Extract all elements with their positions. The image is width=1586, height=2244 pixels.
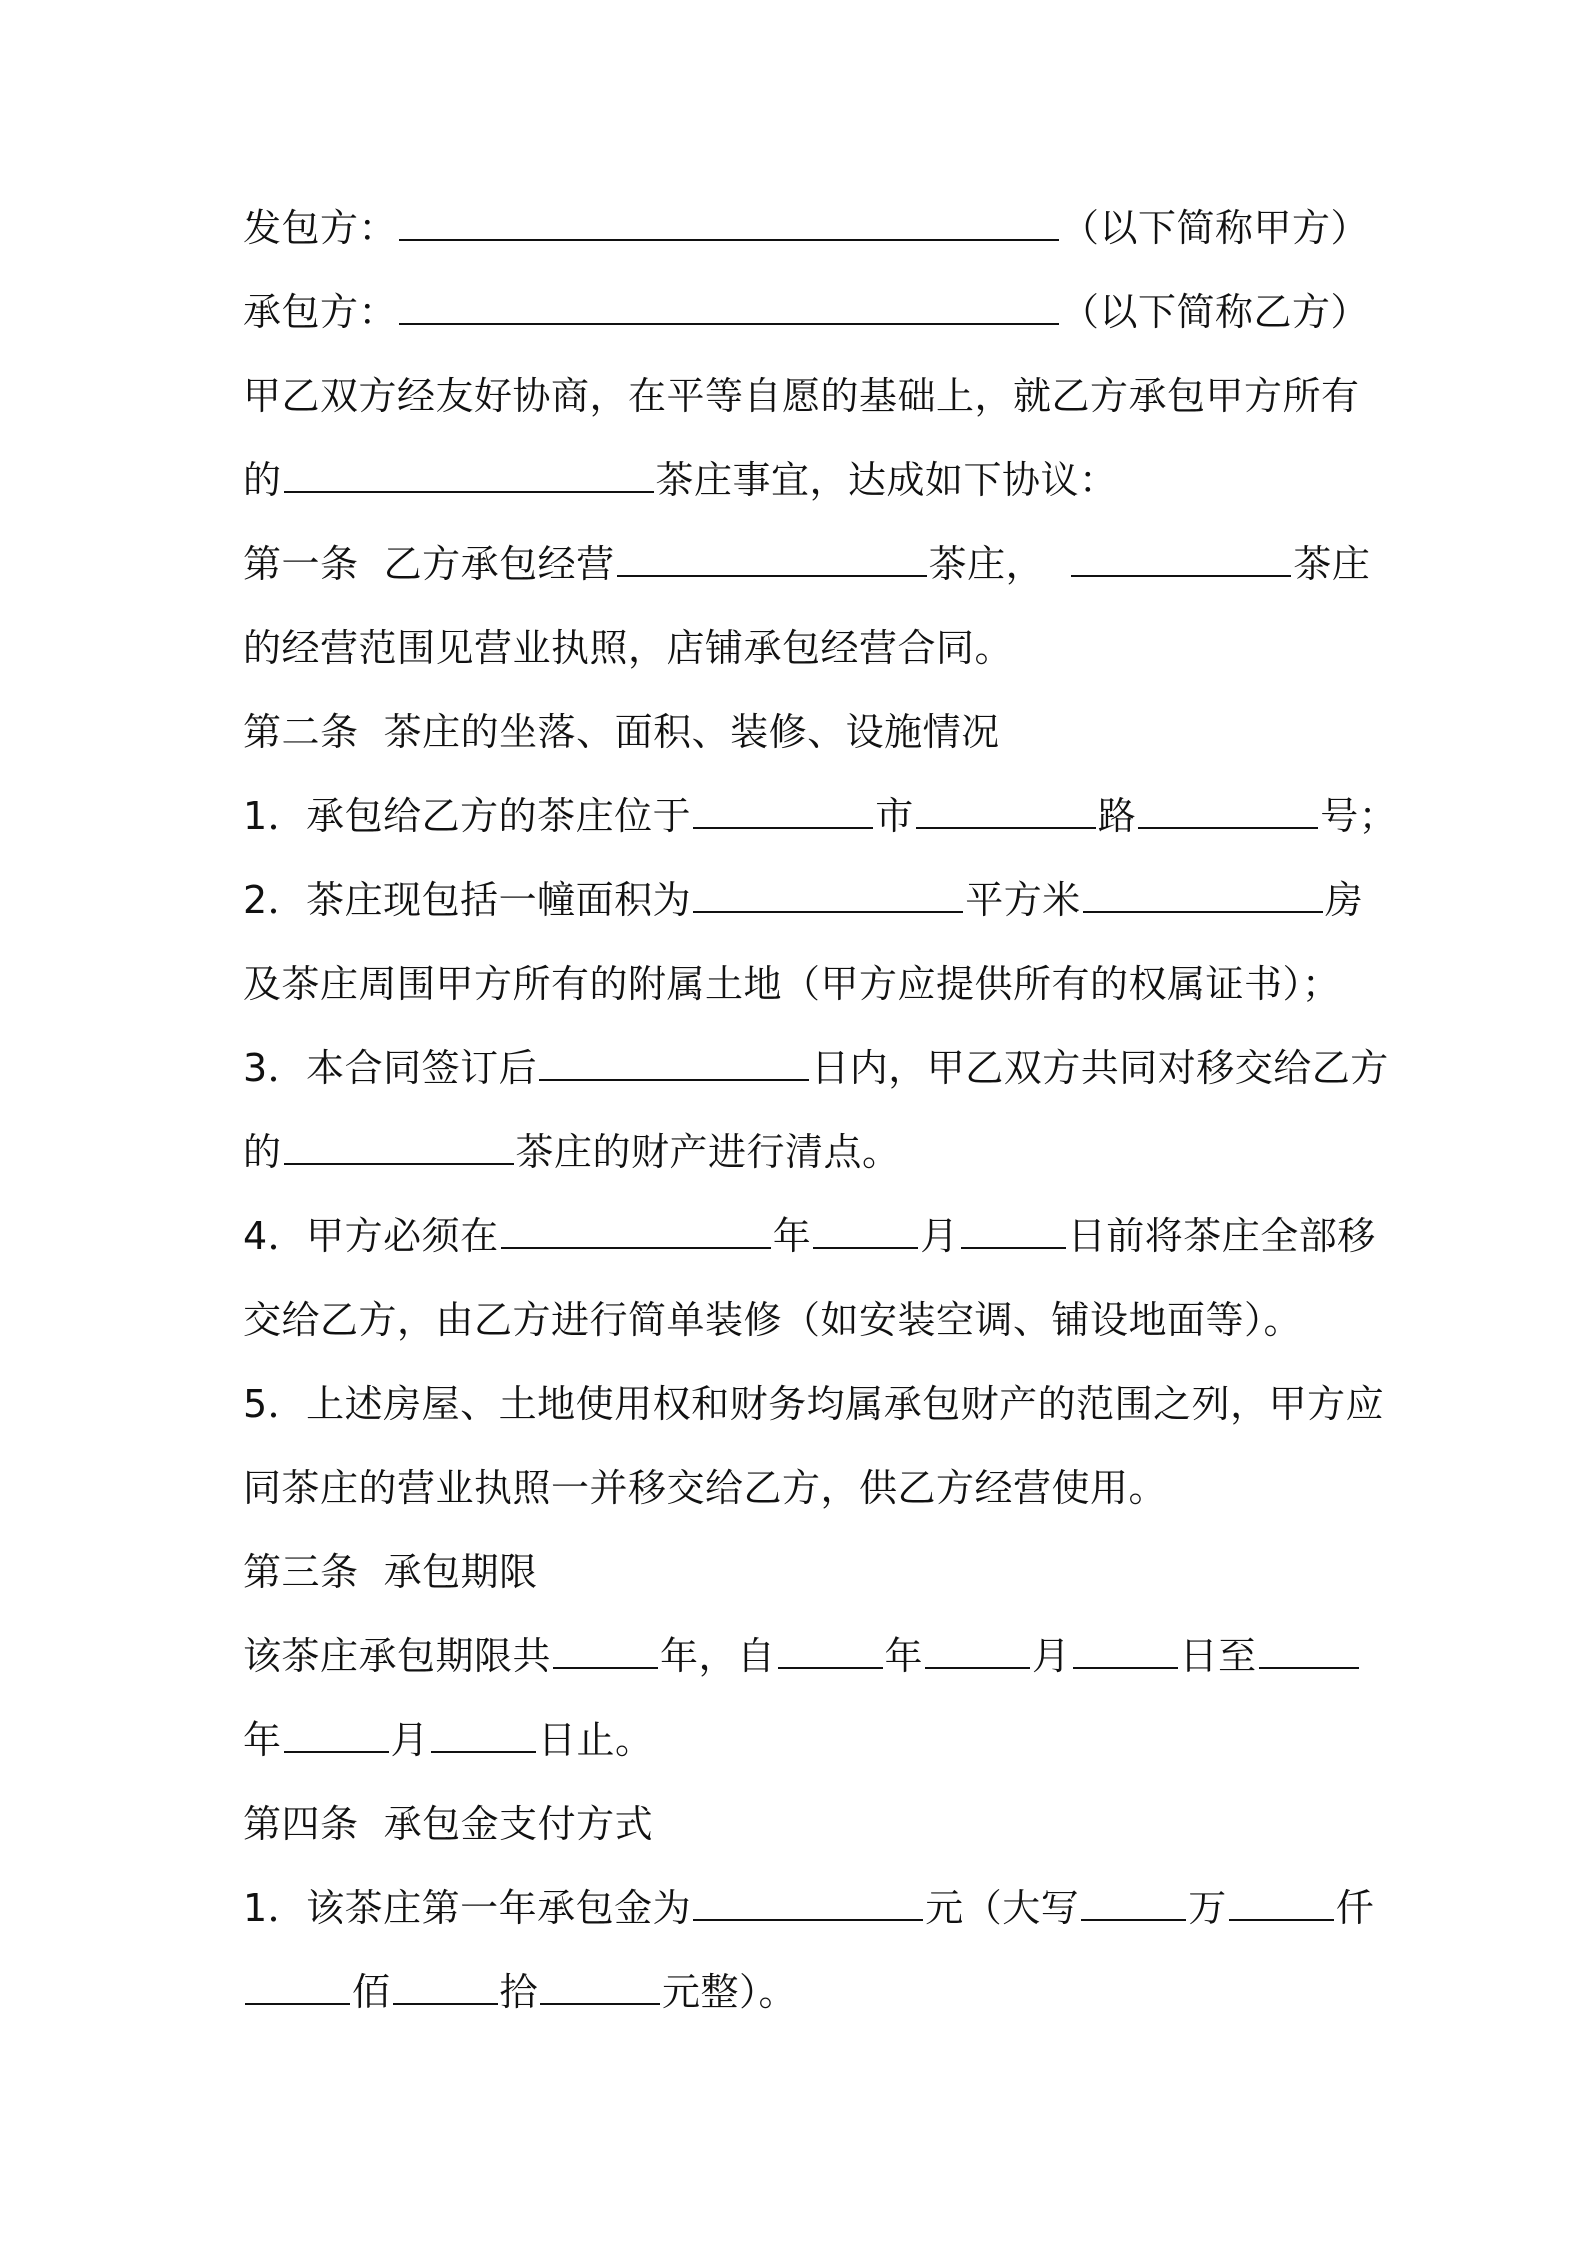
- fill-in-blank: [813, 1213, 918, 1249]
- fill-in-blank: [1073, 1633, 1178, 1669]
- contract-text: 平方米: [965, 878, 1081, 922]
- contract-text: 月: [920, 1214, 959, 1258]
- fill-in-blank: [540, 1969, 660, 2005]
- fill-in-blank: [539, 1045, 809, 1081]
- contract-text: 日内，甲乙双方共同对移交给乙方: [811, 1046, 1389, 1090]
- contract-line: [243, 280, 1370, 364]
- fill-in-blank: [916, 793, 1096, 829]
- contract-document: [243, 196, 1398, 2044]
- contract-text: 第二条 茶庄的坐落、面积、装修、设施情况: [243, 710, 1000, 754]
- contract-line: [243, 700, 1363, 784]
- contract-text: 承包方：: [243, 290, 398, 334]
- contract-text: 元整）。: [662, 1970, 798, 2014]
- fill-in-blank: [1081, 1885, 1186, 1921]
- contract-line: [243, 1456, 1363, 1540]
- fill-in-blank: [245, 1969, 350, 2005]
- contract-text: 茶庄，: [928, 542, 1070, 586]
- contract-text: 该茶庄承包期限共: [243, 1634, 552, 1678]
- contract-line: [243, 868, 1363, 952]
- contract-text: 茶庄: [1293, 542, 1371, 586]
- contract-text: 月: [390, 1718, 430, 1762]
- fill-in-blank: [284, 1717, 389, 1753]
- contract-text: 及茶庄周围甲方所有的附属土地（甲方应提供所有的权属证书）；: [243, 962, 1341, 1006]
- contract-line: [243, 196, 1370, 280]
- contract-text: （以下简称甲方）: [1061, 206, 1370, 250]
- contract-text: （以下简称乙方）: [1061, 290, 1370, 334]
- contract-text: 第三条 承包期限: [243, 1550, 538, 1594]
- fill-in-blank: [1259, 1633, 1359, 1669]
- contract-text: 1．该茶庄第一年承包金为: [243, 1886, 692, 1930]
- contract-text: 的: [243, 458, 282, 502]
- contract-text: 同茶庄的营业执照一并移交给乙方，供乙方经营使用。: [243, 1466, 1168, 1510]
- contract-text: 月: [1032, 1634, 1071, 1678]
- contract-text: 3．本合同签订后: [243, 1046, 538, 1090]
- contract-text: 佰: [352, 1970, 391, 2014]
- contract-text: 年: [772, 1214, 812, 1258]
- contract-line: [243, 1120, 1363, 1204]
- contract-text: 万: [1188, 1886, 1227, 1930]
- contract-text: 路: [1097, 794, 1137, 838]
- fill-in-blank: [693, 1885, 923, 1921]
- contract-text: 甲乙双方经友好协商，在平等自愿的基础上，就乙方承包甲方所有: [243, 374, 1360, 418]
- fill-in-blank: [693, 877, 963, 913]
- contract-line: [243, 1624, 1363, 1708]
- contract-text: 4．甲方必须在: [243, 1214, 499, 1258]
- contract-text: 拾: [499, 1970, 539, 2014]
- contract-text: 发包方：: [243, 206, 398, 250]
- contract-text: 市: [875, 794, 914, 838]
- contract-text: 年: [884, 1634, 924, 1678]
- contract-line: [243, 1540, 1363, 1624]
- fill-in-blank: [1229, 1885, 1334, 1921]
- contract-text: 第一条 乙方承包经营: [243, 542, 615, 586]
- fill-in-blank: [1071, 541, 1291, 577]
- contract-line: [243, 1708, 1363, 1792]
- contract-line: [243, 1372, 1385, 1456]
- contract-text: 年，自: [660, 1634, 776, 1678]
- contract-line: [243, 448, 1363, 532]
- fill-in-blank: [431, 1717, 536, 1753]
- fill-in-blank: [693, 793, 873, 829]
- contract-line: [243, 532, 1371, 616]
- contract-text: 年: [243, 1718, 282, 1762]
- contract-text: 元（大写: [925, 1886, 1080, 1930]
- contract-line: [243, 616, 1363, 700]
- contract-text: 茶庄的财产进行清点。: [515, 1130, 901, 1174]
- fill-in-blank: [553, 1633, 658, 1669]
- fill-in-blank: [1083, 877, 1323, 913]
- contract-text: 日前将茶庄全部移: [1067, 1214, 1376, 1258]
- fill-in-blank: [617, 541, 927, 577]
- fill-in-blank: [399, 289, 1059, 325]
- fill-in-blank: [284, 457, 654, 493]
- contract-text: 第四条 承包金支付方式: [243, 1802, 654, 1846]
- contract-text: 的经营范围见营业执照，店铺承包经营合同。: [243, 626, 1014, 670]
- contract-line: [243, 1960, 1363, 2044]
- contract-text: 仟: [1335, 1886, 1375, 1930]
- fill-in-blank: [501, 1213, 771, 1249]
- fill-in-blank: [961, 1213, 1066, 1249]
- contract-text: 房: [1324, 878, 1364, 922]
- contract-text: 日止。: [538, 1718, 654, 1762]
- fill-in-blank: [284, 1129, 514, 1165]
- contract-line: [243, 952, 1363, 1036]
- contract-line: [243, 1204, 1376, 1288]
- contract-line: [243, 784, 1398, 868]
- contract-line: [243, 1792, 1363, 1876]
- contract-line: [243, 1876, 1375, 1960]
- contract-text: 交给乙方，由乙方进行简单装修（如安装空调、铺设地面等）。: [243, 1298, 1303, 1342]
- contract-line: [243, 1036, 1389, 1120]
- fill-in-blank: [393, 1969, 498, 2005]
- contract-line: [243, 364, 1363, 448]
- fill-in-blank: [925, 1633, 1030, 1669]
- contract-text: 2．茶庄现包括一幢面积为: [243, 878, 692, 922]
- contract-text: 5．上述房屋、土地使用权和财务均属承包财产的范围之列，甲方应: [243, 1382, 1385, 1426]
- fill-in-blank: [1138, 793, 1318, 829]
- contract-line: [243, 1288, 1363, 1372]
- contract-text: 号；: [1320, 794, 1398, 838]
- contract-text: 日至: [1179, 1634, 1257, 1678]
- contract-text: 茶庄事宜，达成如下协议：: [655, 458, 1118, 502]
- contract-text: 的: [243, 1130, 282, 1174]
- contract-text: 1．承包给乙方的茶庄位于: [243, 794, 692, 838]
- fill-in-blank: [399, 205, 1059, 241]
- fill-in-blank: [778, 1633, 883, 1669]
